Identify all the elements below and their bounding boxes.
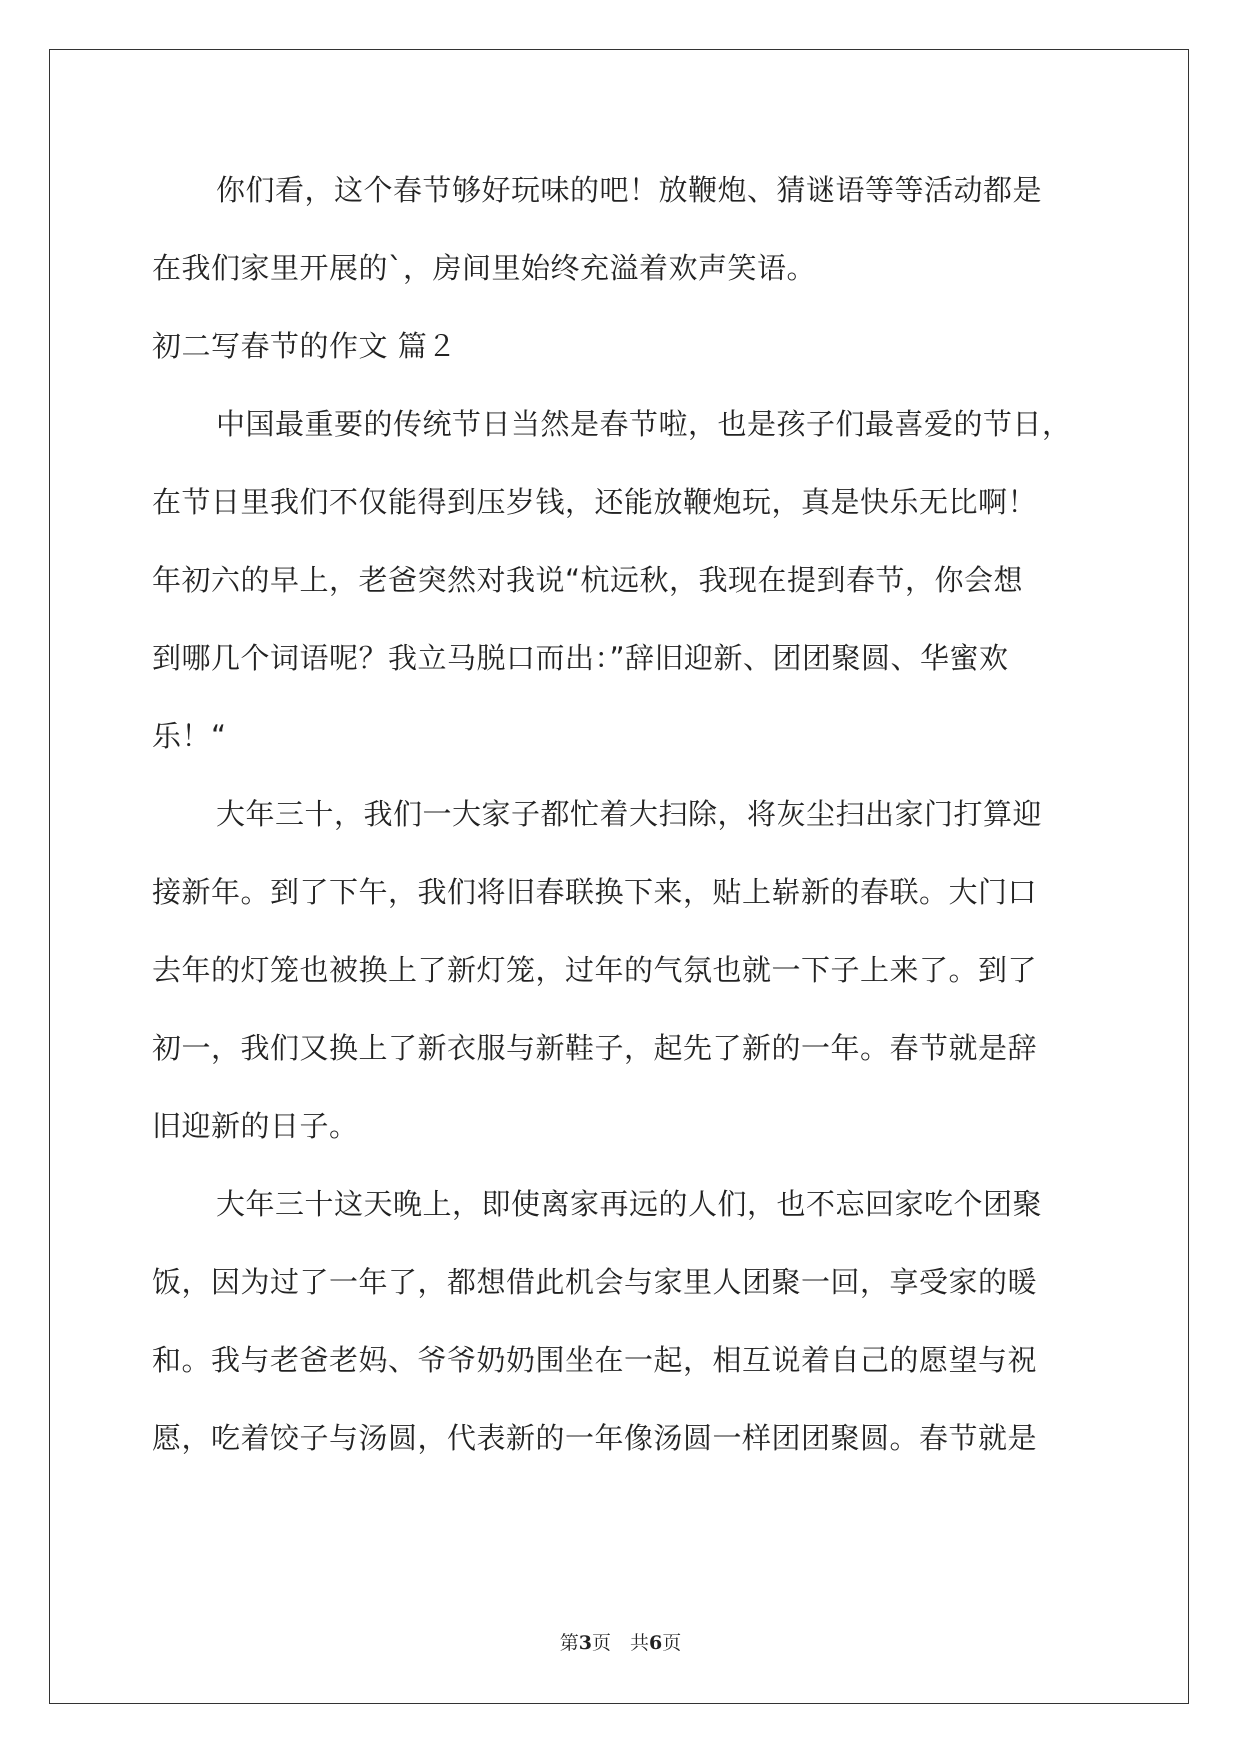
paragraph-line: 愿，吃着饺子与汤圆，代表新的一年像汤圆一样团团聚圆。春节就是 [152,1421,1038,1455]
current-page-number: 3 [578,1632,592,1654]
paragraph-line: 去年的灯笼也被换上了新灯笼，过年的气氛也就一下子上来了。到了 [152,953,1038,987]
total-pages-number: 6 [649,1632,663,1654]
paragraph-line: 年初六的早上，老爸突然对我说“杭远秋，我现在提到春节，你会想 [152,563,1024,597]
paragraph-line: 你们看，这个春节够好玩味的吧！放鞭炮、猜谜语等等活动都是 [216,173,1043,207]
paragraph-line: 旧迎新的日子。 [152,1109,359,1143]
footer-prefix: 第 [559,1632,579,1654]
paragraph-line: 到哪几个词语呢？我立马脱口而出：”辞旧迎新、团团聚圆、华蜜欢 [152,641,1009,675]
footer-suffix: 页 [662,1632,682,1654]
paragraph-line: 大年三十，我们一大家子都忙着大扫除，将灰尘扫出家门打算迎 [216,797,1043,831]
paragraph-line: 乐！“ [152,719,227,753]
paragraph-line: 接新年。到了下午，我们将旧春联换下来，贴上崭新的春联。大门口 [152,875,1038,909]
section-heading: 初二写春节的作文 篇２ [152,329,457,363]
paragraph-line: 初一，我们又换上了新衣服与新鞋子，起先了新的一年。春节就是辞 [152,1031,1038,1065]
paragraph-line: 和。我与老爸老妈、爷爷奶奶围坐在一起，相互说着自己的愿望与祝 [152,1343,1038,1377]
paragraph-line: 饭，因为过了一年了，都想借此机会与家里人团聚一回，享受家的暖 [152,1265,1038,1299]
paragraph-line: 在节日里我们不仅能得到压岁钱，还能放鞭炮玩，真是快乐无比啊！ [152,485,1038,519]
paragraph-line: 大年三十这天晚上，即使离家再远的人们，也不忘回家吃个团聚 [216,1187,1043,1221]
paragraph-line: 在我们家里开展的`，房间里始终充溢着欢声笑语。 [152,251,817,285]
paragraph-line: 中国最重要的传统节日当然是春节啦，也是孩子们最喜爱的节日， [216,407,1072,441]
page-footer [0,1628,1241,1655]
footer-middle: 页 共 [591,1632,649,1654]
